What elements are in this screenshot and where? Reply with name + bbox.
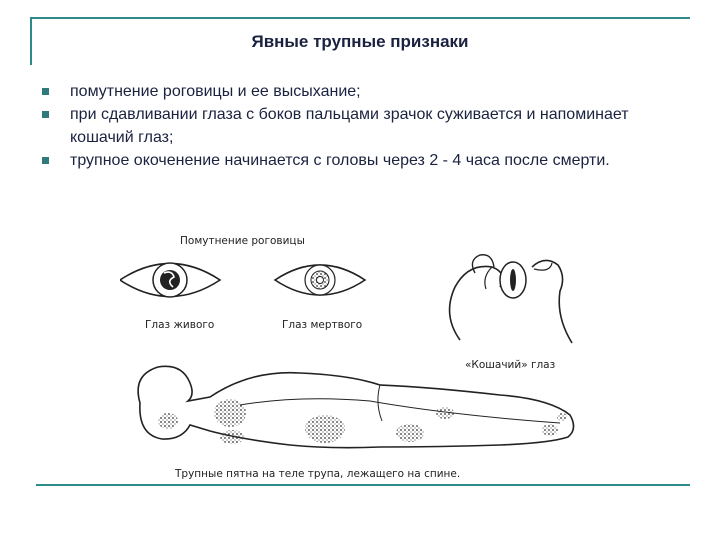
forensic-illustration (120, 225, 620, 485)
bullet-list (40, 80, 680, 172)
living-eye-icon (120, 263, 220, 297)
slide-title: Явные трупные признаки (251, 32, 469, 51)
square-bullet-icon (42, 111, 49, 118)
bullet-item (40, 103, 680, 149)
caption-living-eye: Глаз живого (145, 319, 215, 331)
illustration-heading: Помутнение роговицы (180, 235, 305, 247)
bullet-item (40, 149, 680, 172)
bullet-text: трупное окоченение начинается с головы через 2 - 4 часа после смерти. (70, 152, 610, 169)
square-bullet-icon (42, 157, 49, 164)
bullet-text: при сдавливании глаза с боков пальцами зрачок суживается и напоминает кошачий глаз; (70, 106, 629, 146)
caption-cat-eye: «Кошачий» глаз (465, 359, 556, 371)
caption-dead-eye: Глаз мертвого (282, 319, 363, 331)
cat-eye-fingers-icon (450, 255, 572, 343)
square-bullet-icon (42, 88, 49, 95)
body-livor-mortis-icon (138, 366, 573, 447)
bullet-item (40, 80, 680, 103)
frame-top-line (30, 17, 690, 19)
bullet-text: помутнение роговицы и ее высыхание; (70, 83, 361, 100)
caption-body: Трупные пятна на теле трупа, лежащего на спине. (175, 468, 461, 480)
dead-eye-icon (275, 265, 365, 295)
frame-bottom-line (36, 484, 690, 486)
